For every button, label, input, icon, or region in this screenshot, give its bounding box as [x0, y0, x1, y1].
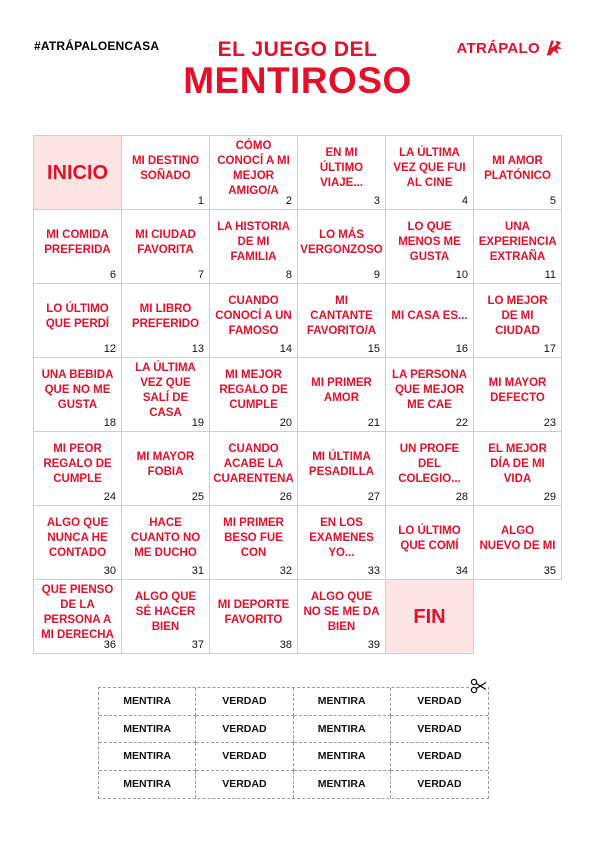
- cell-number: 23: [543, 417, 556, 429]
- cell-text: LA ÚLTIMA VEZ QUE SALÍ DE CASA: [135, 361, 196, 419]
- cell-text: MI MEJOR REGALO DE CUMPLE: [219, 369, 288, 411]
- cell-number: 29: [543, 491, 556, 503]
- verdad-card: VERDAD: [196, 716, 293, 744]
- board-cell: [33, 431, 122, 506]
- board-cell: [121, 505, 210, 580]
- cell-number: 4: [461, 195, 468, 207]
- start-cell: [33, 135, 122, 210]
- brand: [456, 37, 565, 59]
- cell-number: 25: [191, 491, 204, 503]
- board-cell: [473, 283, 562, 358]
- board-cell: [297, 283, 386, 358]
- cell-number: 12: [103, 343, 116, 355]
- cell-number: 2: [285, 195, 292, 207]
- cell-number: 1: [197, 195, 204, 207]
- board-cell: [209, 209, 298, 284]
- mentira-card: MENTIRA: [294, 743, 391, 771]
- board-cell: [297, 209, 386, 284]
- mentira-card: MENTIRA: [99, 716, 196, 744]
- board-cell: [33, 209, 122, 284]
- cell-text: LO ÚLTIMO QUE COMÍ: [398, 524, 461, 552]
- mentira-card: MENTIRA: [294, 771, 391, 799]
- cell-text: MI PEOR REGALO DE CUMPLE: [43, 443, 112, 485]
- cell-text: ALGO NUEVO DE MI: [479, 524, 556, 552]
- cell-number: 10: [455, 269, 468, 281]
- empty-cell: [473, 579, 562, 654]
- cell-text: MI MAYOR FOBIA: [136, 450, 195, 478]
- board-cell: [473, 357, 562, 432]
- cell-number: 39: [367, 639, 380, 651]
- mentira-card: MENTIRA: [99, 688, 196, 716]
- verdad-card: VERDAD: [196, 743, 293, 771]
- board-cell: [385, 283, 474, 358]
- cell-text: MI COMIDA PREFERIDA: [44, 228, 111, 256]
- cell-number: 31: [191, 565, 204, 577]
- cell-text: EN LOS EXAMENES YO...: [309, 517, 374, 559]
- board-cell: [209, 135, 298, 210]
- cell-number: 15: [367, 343, 380, 355]
- cell-text: UNA BEBIDA QUE NO ME GUSTA: [41, 369, 114, 411]
- cell-number: 21: [367, 417, 380, 429]
- cell-text: MI LIBRO PREFERIDO: [131, 302, 200, 330]
- board-cell: [473, 135, 562, 210]
- cell-text: UN PROFE DEL COLEGIO...: [398, 443, 461, 485]
- cell-text: MI CASA ES...: [391, 310, 468, 322]
- cell-number: 26: [279, 491, 292, 503]
- cell-number: 20: [279, 417, 292, 429]
- board-cell: [385, 505, 474, 580]
- cell-number: 38: [279, 639, 292, 651]
- verdad-card: VERDAD: [391, 688, 488, 716]
- cell-text: HACE CUANTO NO ME DUCHO: [130, 517, 201, 559]
- cell-number: 17: [543, 343, 556, 355]
- cell-text: LO MEJOR DE MI CIUDAD: [487, 295, 548, 337]
- cell-number: 28: [455, 491, 468, 503]
- cell-number: 24: [103, 491, 116, 503]
- cell-text: MI CANTANTE FAVORITO/A: [306, 295, 377, 337]
- cell-text: LO QUE MENOS ME GUSTA: [398, 221, 461, 263]
- board-cell: [385, 209, 474, 284]
- atrapalo-logo-icon: [543, 37, 565, 59]
- board-cell: [209, 579, 298, 654]
- cell-number: 30: [103, 565, 116, 577]
- board-cell: [209, 431, 298, 506]
- cell-text: ALGO QUE SÉ HACER BIEN: [134, 591, 197, 633]
- verdad-card: VERDAD: [417, 778, 462, 791]
- scissors-icon: [470, 678, 488, 694]
- cell-text: LA HISTORIA DE MI FAMILIA: [217, 221, 290, 263]
- board-cell: [209, 283, 298, 358]
- board-cell: [33, 283, 122, 358]
- cell-text: MI ÚLTIMA PESADILLA: [308, 450, 375, 478]
- mentira-card: MENTIRA: [294, 716, 391, 744]
- cell-text: MI PRIMER BESO FUE CON: [223, 517, 284, 559]
- cell-text: MI AMOR PLATÓNICO: [484, 154, 551, 182]
- board-cell: [385, 431, 474, 506]
- cell-text: UNA EXPERIENCIA EXTRAÑA: [478, 221, 557, 263]
- cell-text: CUANDO CONOCÍ A UN FAMOSO: [215, 295, 292, 337]
- board-cell: [209, 505, 298, 580]
- board-cell: [297, 505, 386, 580]
- end-label: FIN: [413, 605, 446, 628]
- cell-text: MI DEPORTE FAVORITO: [217, 598, 290, 626]
- board-cell: [121, 579, 210, 654]
- cell-number: 3: [373, 195, 380, 207]
- cell-number: 36: [103, 639, 116, 651]
- cell-number: 5: [549, 195, 556, 207]
- cell-text: MI MAYOR DEFECTO: [488, 376, 547, 404]
- board-cell: [33, 505, 122, 580]
- cell-text: ALGO QUE NO SE ME DA BIEN: [303, 591, 380, 633]
- cell-text: LO ÚLTIMO QUE PERDÍ: [45, 302, 110, 330]
- cell-text: LA PERSONA QUE MEJOR ME CAE: [392, 369, 467, 411]
- board-cell: [385, 357, 474, 432]
- cell-text: EN MI ÚLTIMO VIAJE...: [319, 147, 364, 189]
- cell-number: 7: [197, 269, 204, 281]
- board-cell: [473, 505, 562, 580]
- cell-number: 11: [544, 269, 556, 281]
- mentira-card: MENTIRA: [294, 688, 391, 716]
- board-cell: [121, 135, 210, 210]
- cell-number: 8: [285, 269, 292, 281]
- title-line-2: MENTIROSO: [183, 60, 412, 101]
- mentira-card: MENTIRA: [99, 743, 196, 771]
- cell-number: 22: [455, 417, 468, 429]
- cell-text: MI CIUDAD FAVORITA: [135, 228, 196, 256]
- cell-number: 16: [455, 343, 468, 355]
- brand-name: ATRÁPALO: [456, 39, 540, 57]
- cell-number: 9: [373, 269, 380, 281]
- cutout-cards: [98, 687, 489, 799]
- cell-text: EL MEJOR DÍA DE MI VIDA: [488, 443, 547, 485]
- board-cell: [473, 209, 562, 284]
- cell-number: 35: [543, 565, 556, 577]
- cell-text: QUE PIENSO DE LA PERSONA A MI DERECHA: [41, 583, 114, 641]
- cell-text: MI DESTINO SOÑADO: [131, 154, 200, 182]
- cell-number: 33: [367, 565, 380, 577]
- verdad-card: VERDAD: [196, 688, 293, 716]
- cell-number: 19: [191, 417, 204, 429]
- verdad-card: VERDAD: [196, 771, 293, 799]
- cell-number: 18: [103, 417, 116, 429]
- board-cell: [121, 431, 210, 506]
- board-cell: [385, 135, 474, 210]
- cell-number: 14: [279, 343, 292, 355]
- board-cell: [209, 357, 298, 432]
- end-cell: [385, 579, 474, 654]
- board-cell: [121, 209, 210, 284]
- cell-text: LA ÚLTIMA VEZ QUE FUI AL CINE: [393, 147, 466, 189]
- cell-number: 37: [191, 639, 204, 651]
- cell-number: 32: [279, 565, 292, 577]
- cell-text: MI PRIMER AMOR: [311, 376, 372, 404]
- board-cell: [33, 579, 122, 654]
- board-cell: [121, 357, 210, 432]
- verdad-card: VERDAD: [391, 743, 488, 771]
- game-board: [33, 135, 561, 653]
- cell-number: 13: [191, 343, 204, 355]
- cell-text: LO MÁS VERGONZOSO: [300, 228, 383, 256]
- board-cell: [33, 357, 122, 432]
- cell-number: 27: [367, 491, 380, 503]
- board-cell: [121, 283, 210, 358]
- verdad-card: VERDAD: [391, 716, 488, 744]
- board-cell: [297, 357, 386, 432]
- cell-text: CÓMO CONOCÍ A MI MEJOR AMIGO/A: [217, 139, 290, 197]
- cell-number: 6: [109, 269, 116, 281]
- board-cell: [297, 135, 386, 210]
- board-cell: [473, 431, 562, 506]
- start-label: INICIO: [46, 161, 109, 184]
- board-cell: [297, 579, 386, 654]
- cell-text: ALGO QUE NUNCA HE CONTADO: [46, 517, 109, 559]
- title-line-1: EL JUEGO DEL: [217, 38, 378, 61]
- cell-number: 34: [455, 565, 468, 577]
- mentira-card: MENTIRA: [99, 771, 196, 799]
- cell-text: CUANDO ACABE LA CUARENTENA: [213, 443, 294, 485]
- board-cell: [297, 431, 386, 506]
- hashtag: #ATRÁPALOENCASA: [34, 39, 160, 53]
